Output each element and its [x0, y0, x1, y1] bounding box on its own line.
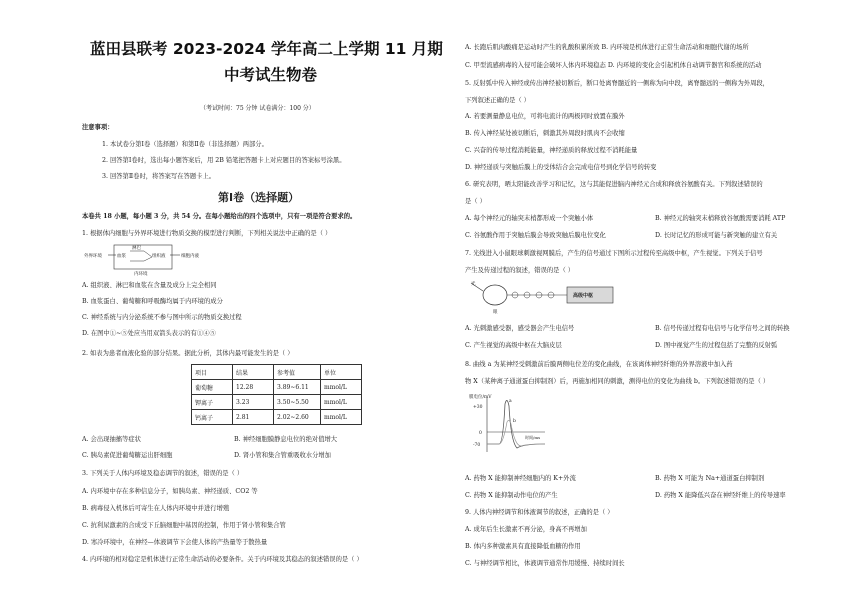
label-light: 光	[471, 282, 476, 287]
q9-option: C. 与神经调节相比，体液调节通常作用缓慢、持续时间长	[465, 560, 625, 567]
q9-stem: 9. 人体内神经调节和体液调节的叙述，正确的是（ ）	[465, 509, 614, 516]
label-intracellular: 细胞内液	[181, 254, 199, 259]
q9-option: B. 体内多种激素具有直接降低血糖的作用	[465, 543, 581, 550]
table-row	[192, 380, 362, 395]
table-cell: 12.28	[233, 380, 274, 395]
q8-option: C. 药物 X 能抑制动作电位的产生	[465, 492, 558, 499]
q7-stem-line2: 产生及传递过程的叙述，错误的是（ ）	[465, 267, 575, 274]
note-item: 1. 本试卷分第Ⅰ卷（选择题）和第Ⅱ卷（非选择题）两部分。	[102, 141, 268, 148]
tick-label: -70	[473, 443, 481, 448]
q2-option: D. 肾小管和集合管重吸收水分增加	[234, 452, 331, 459]
q5-stem-line1: 5. 反射弧中传入神经或传出神经被切断后，断口处离脊髓近的一侧称为向中段，离脊髓远的一侧称为外周段，	[465, 80, 769, 87]
q3-option: B. 病毒侵入机体后可寄生在人体内环境中并进行增殖	[82, 505, 230, 512]
exam-info: （考试时间：75 分钟 试卷满分：100 分）	[200, 105, 315, 112]
q1-exchange-diagram	[84, 241, 214, 277]
table-cell: 3.50~5.50	[274, 395, 321, 410]
note-item: 3. 回答第Ⅱ卷时，将答案写在答题卡上。	[102, 173, 216, 180]
q3-option: C. 抗利尿激素的合成受下丘脑细胞中基因的控制，作用于肾小管和集合管	[82, 522, 286, 529]
q7-option: D. 图中视觉产生的过程包括了完整的反射弧	[655, 342, 778, 349]
q1-option: C. 神经系统与内分泌系统不参与图中所示的物质交换过程	[82, 314, 242, 321]
label-higher-center: 高级中枢	[573, 293, 594, 299]
label-plasma: 血浆	[117, 254, 126, 259]
table-cell: mmol/L	[321, 380, 362, 395]
table-header-cell: 项目	[192, 365, 233, 380]
q1-stem: 1. 根据体内细胞与外界环境进行物质交换的模型进行判断，下列相关说法中正确的是（ ）	[82, 230, 332, 237]
label-internal-env: 内环境	[134, 272, 148, 277]
q3-option: D. 寒冷环境中，在神经—体液调节下会使人体的产热量等于散热量	[82, 539, 268, 546]
label-x-axis: 时间/ms	[525, 435, 541, 440]
tick-label: +30	[473, 405, 483, 410]
q5-option: A. 若要测量静息电位，可将电流计的两极同时放置在膜外	[465, 113, 625, 120]
note-item: 2. 回答第Ⅰ卷时，选出每小题答案后，用 2B 铅笔把答题卡上对应题目的答案标号涂黑。	[102, 157, 346, 164]
table-cell: mmol/L	[321, 395, 362, 410]
q5-option: B. 传入神经某处被切断后，刺激其外周段时肌肉不会收缩	[465, 130, 625, 137]
table-cell: 2.81	[233, 410, 274, 425]
label-external: 外界环境	[84, 254, 102, 259]
curve-b	[487, 420, 545, 446]
q4-option: A. 长跑后肌肉酸痛是运动时产生的乳酸积累所致 B. 内环境是机体进行正常生命活动和细胞代谢的场所	[465, 44, 749, 51]
table-cell: mmol/L	[321, 410, 362, 425]
q8-stem-line1: 8. 曲线 a 为某神经受刺激前后膜两侧电位差的变化曲线，在该离体神经纤维的外界溶液中加入药	[465, 361, 733, 368]
q6-option: A. 每个神经元的轴突末梢都形成一个突触小体	[465, 215, 594, 222]
label-tissue-fluid: 组织液	[152, 254, 166, 259]
q1-option: B. 血浆蛋白、葡萄糖和呼吸酶均属于内环境的成分	[82, 298, 223, 305]
curve-a-label: a	[509, 399, 512, 404]
q3-stem: 3. 下列关于人体内环境及稳态调节的叙述，错误的是（ ）	[82, 470, 244, 477]
q4-stem: 4. 内环境的相对稳定是机体进行正常生命活动的必要条件。关于内环境及其稳态的叙述错误的是（ ）	[82, 556, 363, 563]
q6-option: B. 神经元的轴突末梢释放谷氨酸需要消耗 ATP	[655, 215, 786, 222]
q2-option: C. 胰岛素促进葡萄糖运出肝细胞	[82, 452, 173, 459]
table-cell: 钾离子	[192, 395, 233, 410]
q2-option: B. 神经细胞膜静息电位的绝对值增大	[234, 436, 338, 443]
table-cell: 钙离子	[192, 410, 233, 425]
table-row	[192, 395, 362, 410]
tick-label: 0	[479, 431, 482, 436]
q8-membrane-potential-graph	[469, 392, 549, 458]
q4-option: C. 甲型流感病毒的入侵可能会破坏人体内环境稳态 D. 内环境的变化会引起机体自动调节器官和系统的活动	[465, 62, 762, 69]
q3-option: A. 内环境中存在多种信息分子，如胰岛素、神经递质、CO2 等	[82, 488, 258, 495]
q6-stem-line1: 6. 研究表明，晒太阳能改善学习和记忆，这与其能促进脑内神经元合成和释放谷氨酸有关。下列叙述错误的	[465, 181, 763, 188]
table-cell: 葡萄糖	[192, 380, 233, 395]
curve-b-label: b	[513, 419, 516, 424]
table-cell: 2.02~2.60	[274, 410, 321, 425]
q6-stem-line2: 是（ ）	[465, 198, 486, 205]
q6-option: C. 谷氨酸作用于突触后膜会导致突触后膜电位变化	[465, 232, 606, 239]
table-cell: 3.23	[233, 395, 274, 410]
q7-visual-pathway-diagram	[467, 279, 627, 319]
section-desc: 本卷共 18 小题，每小题 3 分，共 54 分。在每小题给出的四个选项中，只有一项是符合要求的。	[82, 213, 357, 220]
q8-option: B. 药物 X 可能为 Na+通道蛋白抑制剂	[655, 475, 765, 482]
label-y-axis: 膜电位/mV	[469, 395, 492, 400]
q8-stem-line2: 物 X（某种离子通道蛋白抑制剂）后，再施加相同的刺激，测得电位的变化为曲线 b。下列叙述错误的是（ ）	[465, 378, 770, 385]
table-cell: 3.89~6.11	[274, 380, 321, 395]
label-lymph: 淋巴	[132, 246, 141, 251]
q5-stem-line2: 下列叙述正确的是（ ）	[465, 97, 530, 104]
q7-option: C. 产生视觉的高级中枢在大脑皮层	[465, 342, 562, 349]
q8-option: A. 药物 X 能抑制神经细胞内的 K+外流	[465, 475, 576, 482]
label-eye: 眼	[493, 310, 498, 315]
table-row	[192, 410, 362, 425]
q2-option: A. 会出现抽搐等症状	[82, 436, 141, 443]
exam-title-line1: 蓝田县联考 2023-2024 学年高二上学期 11 月期	[90, 40, 443, 58]
q7-option: B. 信号传递过程有电信号与化学信号之间的转换	[655, 325, 790, 332]
q9-option: A. 成年后生长激素不再分泌，身高不再增加	[465, 526, 587, 533]
q2-lab-table	[191, 364, 362, 425]
q7-stem-line1: 7. 光线进入小鼠眼球刺激视网膜后，产生的信号通过下图所示过程传至高级中枢，产生视觉。下列关于信号	[465, 250, 763, 257]
table-header-cell: 结果	[233, 365, 274, 380]
q1-option: D. 在图中①~⑤处应当用双箭头表示的有①④⑤	[82, 330, 216, 337]
q5-option: D. 神经递质与突触后膜上的受体结合会完成电信号到化学信号的转变	[465, 164, 657, 171]
q5-option: C. 兴奋的传导过程消耗能量，神经递质的释放过程不消耗能量	[465, 147, 638, 154]
table-header-cell: 参考值	[274, 365, 321, 380]
q2-stem: 2. 如表为患者血液化验的部分结果。据此分析，其体内最可能发生的是（ ）	[82, 350, 294, 357]
section-title: 第Ⅰ卷（选择题）	[218, 191, 300, 204]
q6-option: D. 长时记忆的形成可能与新突触的建立有关	[655, 232, 778, 239]
table-header-cell: 单位	[321, 365, 362, 380]
q7-option: A. 光刺激感受器，感受器会产生电信号	[465, 325, 575, 332]
q1-option: A. 组织液、淋巴和血浆在含量及成分上完全相同	[82, 282, 217, 289]
q8-option: D. 药物 X 能降低兴奋在神经纤维上的传导速率	[655, 492, 786, 499]
table-header-row	[192, 365, 362, 380]
notes-title: 注意事项：	[82, 124, 114, 131]
eye-shape	[483, 285, 507, 305]
exam-title-line2: 中考试生物卷	[224, 66, 318, 84]
